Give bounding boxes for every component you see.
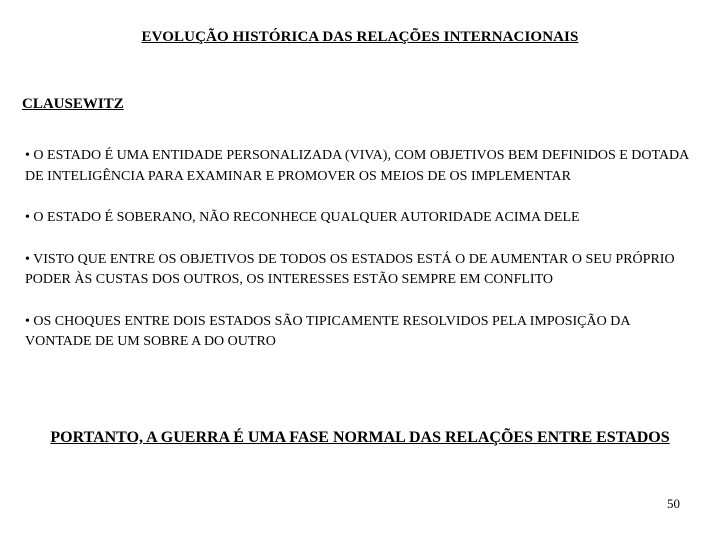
bullet-item: • VISTO QUE ENTRE OS OBJETIVOS DE TODOS OS ESTADOS ESTÁ O DE AUMENTAR O SEU PRÓPRIO PODER ÀS CUSTAS DOS OUTROS, OS INTERESSES ESTÃO SEMPRE EM CONFLITO bbox=[25, 251, 675, 287]
bullet-item: • OS CHOQUES ENTRE DOIS ESTADOS SÃO TIPICAMENTE RESOLVIDOS PELA IMPOSIÇÃO DA VONTADE DE UM SOBRE A DO OUTRO bbox=[25, 313, 630, 349]
page-number: 50 bbox=[667, 496, 680, 511]
page-title: EVOLUÇÃO HISTÓRICA DAS RELAÇÕES INTERNACIONAIS bbox=[141, 29, 579, 45]
conclusion-statement: PORTANTO, A GUERRA É UMA FASE NORMAL DAS RELAÇÕES ENTRE ESTADOS bbox=[50, 429, 670, 446]
bullet-list bbox=[25, 146, 697, 353]
bullet-item: • O ESTADO É SOBERANO, NÃO RECONHECE QUALQUER AUTORIDADE ACIMA DELE bbox=[25, 210, 580, 225]
bullet-item: • O ESTADO É UMA ENTIDADE PERSONALIZADA (VIVA), COM OBJETIVOS BEM DEFINIDOS E DOTADA DE INTELIGÊNCIA PARA EXAMINAR E PROMOVER OS MEIOS DE OS IMPLEMENTAR bbox=[25, 148, 689, 184]
section-heading: CLAUSEWITZ bbox=[22, 96, 124, 112]
